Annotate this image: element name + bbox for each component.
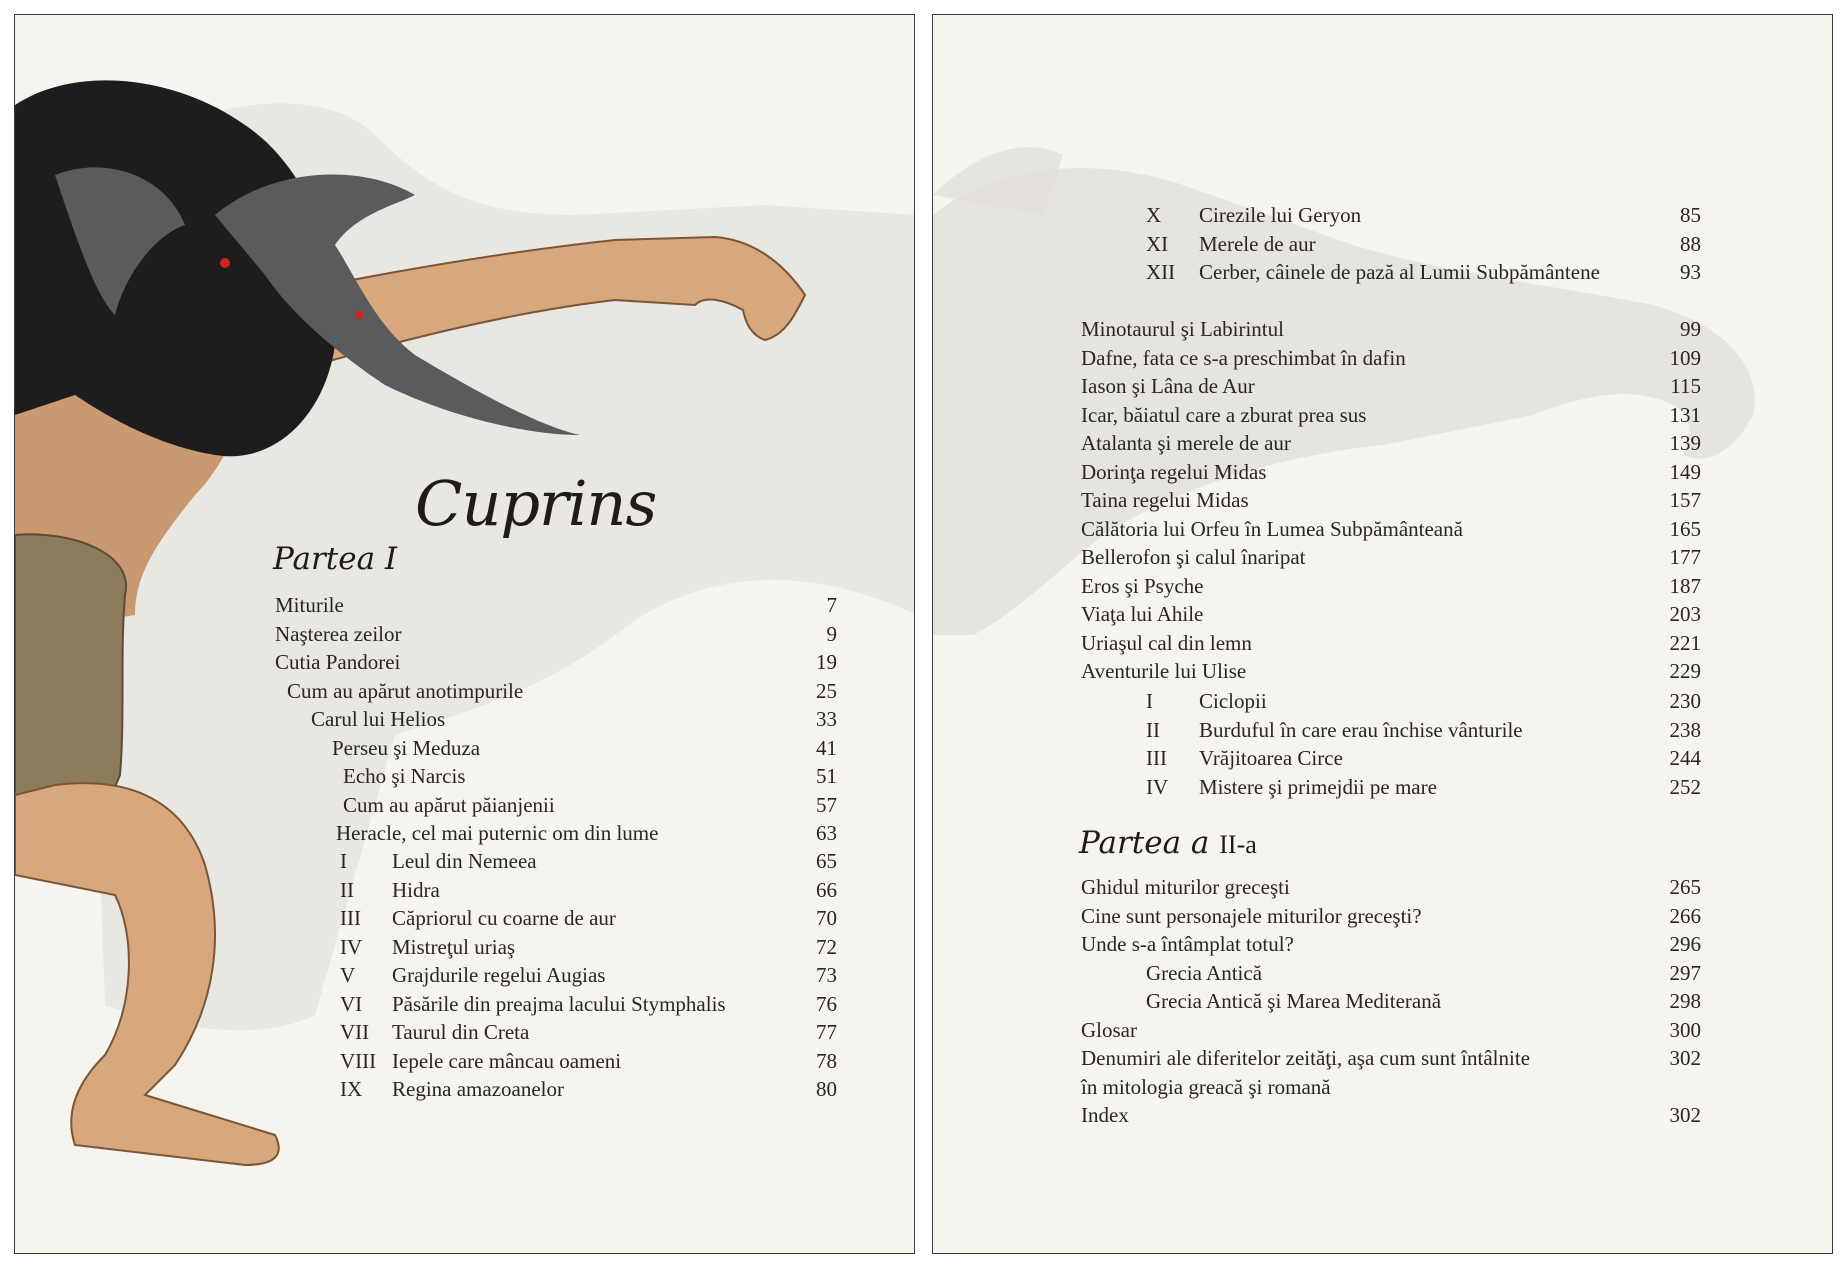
toc-entry-page: 65	[816, 849, 837, 873]
toc-entry-page: 229	[1669, 659, 1701, 683]
toc-entry-page: 244	[1669, 746, 1701, 770]
toc-entry-page: 302	[1669, 1046, 1701, 1070]
toc-entry-label: Miturile	[275, 593, 344, 617]
toc-entry-label: Vrăjitoarea Circe	[1199, 746, 1343, 770]
toc-entry-page: 203	[1669, 602, 1701, 626]
toc-entry-number: III	[340, 906, 361, 930]
toc-entry-label: Minotaurul şi Labirintul	[1081, 317, 1284, 341]
toc-entry-label: Grecia Antică şi Marea Mediterană	[1146, 989, 1442, 1013]
toc-entry-page: 221	[1669, 630, 1701, 655]
toc-entry-label: Atalanta şi merele de aur	[1081, 431, 1291, 455]
toc-entry-page: 19	[816, 650, 837, 674]
toc-entry-label: Ghidul miturilor greceşti	[1081, 875, 1290, 899]
toc-entry-label: Heracle, cel mai puternic om din lume	[336, 821, 659, 845]
toc-entry-page: 41	[816, 735, 837, 760]
toc-entry-label: Aventurile lui Ulise	[1081, 659, 1247, 683]
toc-list-left	[275, 591, 837, 851]
toc-entry-label: Merele de aur	[1199, 231, 1316, 256]
toc-entry-number: XII	[1146, 260, 1176, 284]
toc-entry-page: 115	[1670, 374, 1701, 398]
toc-entry-number: X	[1146, 203, 1162, 227]
toc-entry-number: IX	[340, 1077, 363, 1101]
toc-entry-page: 9	[826, 621, 837, 646]
toc-entry-label: Mistere şi primejdii pe mare	[1199, 774, 1437, 799]
toc-entry-label: Hidra	[392, 877, 440, 902]
toc-entry-number: IV	[1146, 774, 1169, 799]
toc-entry-number: VI	[340, 991, 363, 1016]
part1-heading: Partea I	[273, 541, 398, 577]
toc-entry-label: Iepele care mâncau oameni	[392, 1048, 622, 1073]
toc-entry-page: 302	[1669, 1103, 1701, 1127]
toc-entry-number: III	[1146, 746, 1167, 770]
toc-list-right	[1081, 315, 1701, 695]
toc-entry-page: 57	[816, 792, 837, 817]
toc-entry-label: Mistreţul uriaş	[392, 934, 516, 959]
toc-entry-number: V	[340, 963, 356, 987]
toc-entry-page: 78	[816, 1048, 837, 1073]
toc-entry-label: Perseu şi Meduza	[332, 735, 481, 760]
toc-entry-page: 7	[826, 593, 837, 617]
toc-entry-page: 187	[1669, 573, 1701, 598]
toc-entry-page: 25	[816, 678, 837, 703]
toc-entry-page: 76	[816, 991, 837, 1016]
toc-entry-label: Grecia Antică	[1146, 960, 1263, 985]
toc-labours-cont-list	[1081, 201, 1701, 311]
toc-entry-label: Naşterea zeilor	[275, 621, 402, 646]
toc-entry-page: 51	[816, 764, 837, 788]
toc-entry-page: 73	[816, 963, 837, 987]
toc-entry-label: Denumiri ale diferitelor zeităţi, aşa cum sunt întâlnite în mitologia greacă şi romană	[1081, 1046, 1531, 1099]
toc-entry-page: 72	[816, 934, 837, 959]
toc-entry-page: 265	[1669, 875, 1701, 899]
part2-heading-suffix: II-a	[1219, 830, 1257, 859]
toc-entry-label: Cine sunt personajele miturilor greceşti?	[1081, 903, 1422, 928]
toc-entry-number: XI	[1146, 231, 1169, 256]
toc-entry-page: 300	[1669, 1017, 1701, 1042]
toc-entry-page: 297	[1669, 960, 1701, 985]
toc-entry-label: Bellerofon şi calul înaripat	[1081, 545, 1306, 569]
toc-entry-page: 80	[816, 1077, 837, 1101]
toc-entry-page: 88	[1680, 231, 1701, 256]
toc-entry-label: Căpriorul cu coarne de aur	[392, 906, 616, 930]
toc-entry-number: I	[340, 849, 347, 873]
toc-entry-page: 298	[1669, 989, 1701, 1013]
toc-entry-label: Dafne, fata ce s-a preschimbat în dafin	[1081, 345, 1406, 370]
toc-entry-label: Index	[1081, 1103, 1129, 1127]
toc-entry-label: Taina regelui Midas	[1081, 488, 1249, 512]
toc-entry-label: Leul din Nemeea	[392, 849, 537, 873]
toc-entry-page: 230	[1669, 689, 1701, 713]
toc-entry-number: I	[1146, 689, 1153, 713]
toc-entry-label: Icar, băiatul care a zburat prea sus	[1081, 402, 1367, 427]
toc-entry-page: 266	[1669, 903, 1701, 928]
toc-entry-number: II	[1146, 717, 1160, 742]
toc-entry-page: 252	[1669, 774, 1701, 799]
toc-entry-page: 149	[1669, 459, 1701, 484]
toc-entry-page: 93	[1680, 260, 1701, 284]
toc-entry-label: Cutia Pandorei	[275, 650, 401, 674]
toc-entry-page: 66	[816, 877, 837, 902]
toc-ulysses-list	[1081, 687, 1701, 807]
toc-entry-label: Cirezile lui Geryon	[1199, 203, 1362, 227]
toc-part2-list	[1081, 873, 1701, 1173]
toc-entry-number: VII	[340, 1020, 370, 1044]
toc-entry-label: Cum au apărut anotimpurile	[287, 678, 524, 703]
toc-entry-page: 109	[1669, 345, 1701, 370]
part2-heading-text: Partea a	[1079, 825, 1210, 861]
toc-entry-label: Cerber, câinele de pază al Lumii Subpământene	[1199, 260, 1600, 284]
toc-entry-label: Călătoria lui Orfeu în Lumea Subpământeană	[1081, 516, 1463, 541]
toc-entry-label: Eros şi Psyche	[1081, 573, 1204, 598]
toc-entry-page: 131	[1669, 402, 1701, 427]
toc-entry-page: 77	[816, 1020, 837, 1044]
left-page	[14, 14, 915, 1254]
right-page	[932, 14, 1833, 1254]
toc-entry-page: 238	[1669, 717, 1701, 742]
toc-labours-list	[340, 847, 837, 1107]
toc-entry-page: 177	[1669, 545, 1701, 569]
toc-entry-number: IV	[340, 934, 363, 959]
toc-entry-page: 85	[1680, 203, 1701, 227]
toc-entry-label: Iason şi Lâna de Aur	[1081, 374, 1255, 398]
toc-entry-label: Uriaşul cal din lemn	[1081, 630, 1252, 655]
toc-entry-page: 296	[1669, 932, 1701, 956]
toc-entry-label: Unde s-a întâmplat totul?	[1081, 932, 1294, 956]
toc-entry-label: Viaţa lui Ahile	[1081, 602, 1204, 626]
toc-entry-page: 33	[816, 707, 837, 731]
toc-entry-label: Regina amazoanelor	[392, 1077, 564, 1101]
toc-entry-label: Burduful în care erau închise vânturile	[1199, 717, 1523, 742]
toc-entry-label: Taurul din Creta	[392, 1020, 530, 1044]
toc-entry-label: Grajdurile regelui Augias	[392, 963, 606, 987]
toc-entry-page: 139	[1669, 431, 1701, 455]
toc-entry-label: Ciclopii	[1199, 689, 1267, 713]
toc-entry-number: VIII	[340, 1048, 377, 1073]
toc-entry-label: Carul lui Helios	[311, 707, 446, 731]
toc-entry-page: 165	[1669, 516, 1701, 541]
toc-entry-page: 99	[1680, 317, 1701, 341]
part2-heading	[1079, 825, 1257, 861]
toc-entry-label: Cum au apărut păianjenii	[343, 792, 555, 817]
toc-entry-number: II	[340, 877, 354, 902]
toc-entry-page: 70	[816, 906, 837, 930]
toc-entry-label: Păsările din preajma lacului Stymphalis	[392, 991, 726, 1016]
toc-entry-page: 157	[1669, 488, 1701, 512]
toc-entry-label: Glosar	[1081, 1017, 1137, 1042]
toc-entry-label: Dorinţa regelui Midas	[1081, 459, 1267, 484]
toc-title: Cuprins	[415, 467, 657, 540]
toc-entry-page: 63	[816, 821, 837, 845]
toc-entry-label: Echo şi Narcis	[343, 764, 466, 788]
